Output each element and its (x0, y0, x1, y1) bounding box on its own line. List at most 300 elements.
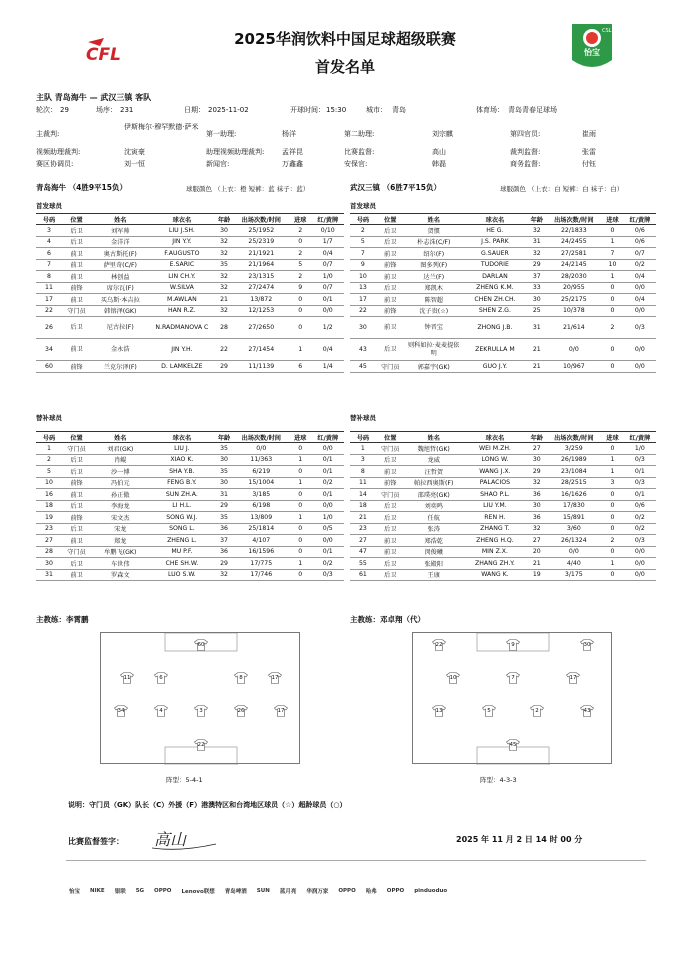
player-row (36, 339, 344, 361)
jersey-icon (580, 639, 594, 651)
player-cell: 1/0 (312, 271, 344, 283)
jersey-number: 9 (511, 641, 515, 648)
player-cell: 前卫 (376, 535, 405, 547)
player-cell: 1 (289, 454, 312, 466)
away-subs-table-wrap (350, 431, 656, 581)
jersey-icon (234, 672, 248, 684)
player-cell: 2 (350, 225, 376, 237)
sponsor-divider (66, 860, 646, 861)
player-cell: 55 (350, 558, 376, 570)
player-row (36, 271, 344, 283)
player-cell: 10 (36, 477, 62, 489)
home-starting-label: 首发球员 (36, 202, 62, 210)
column-header: 姓名 (405, 214, 463, 225)
player-cell: 28/2515 (546, 477, 601, 489)
player-cell: 10/967 (546, 361, 601, 373)
column-header: 进球 (289, 214, 312, 225)
stadium-label: 体育场： (476, 106, 504, 114)
player-cell: 1 (601, 558, 624, 570)
player-cell: 0/1 (312, 489, 344, 501)
player-cell: SHEN Z.G. (463, 305, 527, 317)
player-cell: 25 (527, 305, 546, 317)
player-cell: 前锋 (376, 477, 405, 489)
official-name: 崔雨 (582, 130, 596, 138)
player-cell: 18 (36, 500, 62, 512)
player-row (36, 558, 344, 570)
cfl-logo-text: CFL (86, 45, 121, 64)
player-cell: 30 (527, 454, 546, 466)
player-cell: 兰克尔泽(F) (91, 361, 149, 373)
column-header: 球衣名 (463, 432, 527, 443)
official-name: 张雷 (582, 148, 596, 156)
player-cell: 12/1253 (234, 305, 289, 317)
player-cell: 沈子贵(☆) (405, 305, 463, 317)
player-cell: 0 (601, 305, 624, 317)
player-row (350, 523, 656, 535)
sponsor-logo: pinduoduo (414, 887, 448, 894)
player-cell: SHA Y.B. (149, 466, 214, 478)
supervisor-label: 比赛监督签字： (68, 837, 124, 846)
player-cell: N.RADMANOVA C (149, 317, 214, 339)
player-cell: 5 (36, 466, 62, 478)
player-cell: 1 (601, 454, 624, 466)
player-cell: 11/1139 (234, 361, 289, 373)
player-cell: J.S. PARK (463, 236, 527, 248)
player-row (350, 339, 656, 361)
player-cell: ZHANG ZH.Y. (463, 558, 527, 570)
player-cell: 25/1814 (234, 523, 289, 535)
player-cell: 0/0 (234, 443, 289, 455)
player-cell: 7 (350, 248, 376, 260)
sponsor-logo: 蓝月亮 (279, 888, 297, 895)
player-cell: 0/4 (624, 294, 656, 306)
player-cell: 刘君(GK) (91, 443, 149, 455)
player-cell: 前卫 (62, 535, 91, 547)
officials-row (36, 122, 656, 146)
signature-text: 高山 (154, 830, 187, 849)
player-cell: 1 (289, 512, 312, 524)
player-cell: 4 (36, 236, 62, 248)
player-cell: 王康 (405, 569, 463, 581)
sign-time: 2025 年 11 月 2 日 14 时 00 分 (456, 835, 583, 844)
player-cell: 0 (601, 225, 624, 237)
column-header: 姓名 (405, 432, 463, 443)
column-header: 出场次数/时间 (234, 432, 289, 443)
player-cell: 28 (36, 546, 62, 558)
player-cell: 后卫 (62, 225, 91, 237)
date-value: 2025-11-02 (208, 106, 249, 114)
player-cell: 18 (350, 500, 376, 512)
player-cell: 25/2319 (234, 236, 289, 248)
player-cell: 37 (214, 535, 233, 547)
jersey-number: 34 (117, 707, 125, 714)
player-cell: JIN Y.H. (149, 339, 214, 361)
player-cell: FENG B.Y. (149, 477, 214, 489)
player-cell: 0 (289, 523, 312, 535)
player-cell: 绍尔(F) (405, 248, 463, 260)
official-role: 安保官: (344, 160, 368, 168)
stadium-value: 青岛青春足球场 (508, 106, 557, 114)
sponsor-logo: 青岛啤酒 (224, 888, 247, 895)
player-cell: 6 (289, 361, 312, 373)
player-cell: JIN Y.Y. (149, 236, 214, 248)
player-cell: 0/3 (624, 454, 656, 466)
column-header: 号码 (36, 214, 62, 225)
player-cell: LI H.L. (149, 500, 214, 512)
player-row (36, 282, 344, 294)
column-header: 号码 (350, 432, 376, 443)
away-starting-label: 首发球员 (350, 202, 376, 210)
player-cell: 45 (350, 361, 376, 373)
player-cell: 21 (350, 512, 376, 524)
player-cell: 牟鹏飞(GK) (91, 546, 149, 558)
player-row (350, 317, 656, 339)
player-cell: 21/614 (546, 317, 601, 339)
player-cell: 30 (527, 294, 546, 306)
jersey-number: 7 (511, 674, 515, 681)
player-row (36, 546, 344, 558)
player-cell: 魏旭哲(GK) (405, 443, 463, 455)
player-cell: 32 (527, 248, 546, 260)
player-cell: 前锋 (62, 361, 91, 373)
player-cell: 1 (36, 443, 62, 455)
sponsor-logo: SUN (256, 887, 270, 894)
home-coach-label: 主教练： (36, 615, 66, 624)
officials-row (36, 146, 656, 158)
away-coach (350, 614, 425, 625)
player-cell: 守门员 (376, 489, 405, 501)
official-role: 商务监督: (510, 160, 541, 168)
player-cell: 前卫 (376, 294, 405, 306)
player-cell: 汪哲贺 (405, 466, 463, 478)
player-cell: 8 (350, 466, 376, 478)
officials (36, 122, 656, 172)
column-header: 年龄 (214, 214, 233, 225)
player-cell: 后卫 (376, 339, 405, 361)
player-cell: 前卫 (62, 271, 91, 283)
player-cell: 35 (214, 466, 233, 478)
jersey-icon (114, 705, 128, 717)
player-row (350, 305, 656, 317)
jersey-icon (506, 639, 520, 651)
player-cell: 23 (350, 523, 376, 535)
player-cell: 0 (601, 339, 624, 361)
player-cell: 17 (350, 294, 376, 306)
player-row (350, 361, 656, 373)
player-cell: 0 (601, 500, 624, 512)
player-cell: 27 (36, 535, 62, 547)
player-row (36, 569, 344, 581)
player-cell: 0 (601, 443, 624, 455)
player-cell: 后卫 (62, 236, 91, 248)
player-cell: 21 (527, 361, 546, 373)
player-cell: 守门员 (376, 361, 405, 373)
player-cell: W.SILVA (149, 282, 214, 294)
player-cell: ZEKRULLA M (463, 339, 527, 361)
player-row (36, 535, 344, 547)
player-cell: 0/4 (312, 248, 344, 260)
jersey-icon (482, 705, 496, 717)
player-cell: 0/1 (624, 489, 656, 501)
player-cell: 3 (350, 454, 376, 466)
player-cell: 6/198 (234, 500, 289, 512)
player-row (350, 500, 656, 512)
player-cell: 22/1833 (546, 225, 601, 237)
player-cell: 1 (350, 443, 376, 455)
player-cell: 0 (289, 305, 312, 317)
player-cell: 2 (289, 225, 312, 237)
column-header: 年龄 (214, 432, 233, 443)
player-row (36, 248, 344, 260)
player-cell: 32 (214, 569, 233, 581)
player-cell: E.SARIC (149, 259, 214, 271)
player-cell: 2 (36, 454, 62, 466)
player-cell: 刘军帅 (91, 225, 149, 237)
home-starting-table-wrap (36, 213, 344, 373)
player-cell: 韩镕泽(GK) (91, 305, 149, 317)
column-header: 位置 (376, 432, 405, 443)
player-cell: LIU J. (149, 443, 214, 455)
column-header: 号码 (36, 432, 62, 443)
jersey-number: 17 (277, 707, 285, 714)
venue-no-value: 231 (120, 106, 134, 114)
column-header: 位置 (62, 432, 91, 443)
home-formation-label: 阵型：5-4-1 (166, 776, 203, 784)
player-cell: 0/0 (624, 361, 656, 373)
jersey-number: 11 (123, 674, 131, 681)
player-cell: 0/0 (624, 282, 656, 294)
player-cell: LIN CH.Y. (149, 271, 214, 283)
player-cell: 16 (36, 489, 62, 501)
player-cell: 21 (214, 294, 233, 306)
player-cell: 27 (527, 443, 546, 455)
player-cell: 23/1084 (546, 466, 601, 478)
player-cell: 守门员 (62, 546, 91, 558)
player-cell: 宋龙 (91, 523, 149, 535)
player-cell: 后卫 (376, 454, 405, 466)
player-cell: 0/4 (624, 271, 656, 283)
player-cell: 3/259 (546, 443, 601, 455)
player-row (36, 259, 344, 271)
player-cell: 35 (214, 443, 233, 455)
player-cell: 0 (601, 282, 624, 294)
player-cell: 36 (527, 512, 546, 524)
player-cell: 0 (289, 317, 312, 339)
player-row (36, 443, 344, 455)
player-cell: 8 (36, 271, 62, 283)
official-role: 第二助理: (344, 130, 375, 138)
player-cell: 2 (289, 271, 312, 283)
player-cell: 帕拉西奥斯(F) (405, 477, 463, 489)
away-coach-name: 邓卓翔（代） (380, 615, 425, 624)
away-formation-pitch (412, 632, 612, 764)
official-role: 裁判监督: (510, 148, 541, 156)
player-cell: 前卫 (62, 259, 91, 271)
player-cell: 2 (289, 248, 312, 260)
player-cell: SONG W.J. (149, 512, 214, 524)
player-cell: 守门员 (62, 443, 91, 455)
official-name: 刘宗麒 (432, 130, 453, 138)
column-header: 球衣名 (149, 214, 214, 225)
official-name: 刘一恒 (124, 160, 145, 168)
player-cell: TUDORIE (463, 259, 527, 271)
player-cell: 43 (350, 339, 376, 361)
player-cell: 陈智超 (405, 294, 463, 306)
player-cell: 张殿阳 (405, 558, 463, 570)
player-row (350, 535, 656, 547)
player-cell: 6 (36, 248, 62, 260)
player-row (36, 236, 344, 248)
player-cell: 前锋 (62, 477, 91, 489)
column-header: 姓名 (91, 432, 149, 443)
jersey-number: 4 (159, 707, 163, 714)
supervisor-signature (150, 826, 220, 852)
player-cell: 0/1 (312, 294, 344, 306)
away-starting-table-wrap (350, 213, 656, 373)
column-header: 进球 (601, 214, 624, 225)
kickoff-label: 开球时间： (290, 106, 325, 114)
player-cell: 13/872 (234, 294, 289, 306)
player-cell: 7 (601, 248, 624, 260)
column-header: 出场次数/时间 (546, 214, 601, 225)
player-cell: 17/775 (234, 558, 289, 570)
away-formation-label: 阵型：4-3-3 (480, 776, 517, 784)
player-cell: WANG J.X. (463, 466, 527, 478)
player-cell: 奥古斯托(F) (91, 248, 149, 260)
home-subs-label: 替补球员 (36, 414, 62, 422)
player-cell: 32 (527, 477, 546, 489)
player-cell: 37 (527, 271, 546, 283)
home-team-title: 青岛海牛 （4胜9平15负） (36, 183, 127, 192)
jersey-icon (530, 705, 544, 717)
player-row (350, 443, 656, 455)
player-cell: LIU Y.M. (463, 500, 527, 512)
player-cell: 0/7 (312, 259, 344, 271)
player-cell: 10 (601, 259, 624, 271)
official-role: 比赛监督: (344, 148, 375, 156)
player-cell: 30 (36, 558, 62, 570)
player-cell: 19 (36, 512, 62, 524)
home-subs-table (36, 431, 344, 581)
player-cell: 李海龙 (91, 500, 149, 512)
player-cell: 5 (289, 259, 312, 271)
jersey-number: 17 (569, 674, 577, 681)
official-name: 高山 (432, 148, 446, 156)
player-cell: 5 (350, 236, 376, 248)
player-cell: 31 (527, 236, 546, 248)
officials-row (36, 158, 656, 170)
player-cell: 1 (289, 339, 312, 361)
player-cell: 郑浩乾 (405, 535, 463, 547)
player-cell: 刘奕鸣 (405, 500, 463, 512)
player-cell: 20 (527, 546, 546, 558)
player-cell: 1 (289, 477, 312, 489)
player-cell: 林创益 (91, 271, 149, 283)
player-cell: SHAO P.L. (463, 489, 527, 501)
jersey-icon (506, 672, 520, 684)
player-cell: HAN R.Z. (149, 305, 214, 317)
jersey-icon (234, 705, 248, 717)
player-row (36, 454, 344, 466)
player-cell: 前锋 (376, 259, 405, 271)
jersey-number: 45 (509, 742, 517, 749)
player-cell: 前锋 (62, 282, 91, 294)
player-cell: 20/955 (546, 282, 601, 294)
sponsor-logo: 银联 (114, 888, 126, 895)
kickoff-value: 15:30 (326, 106, 347, 114)
player-cell: 前卫 (376, 317, 405, 339)
player-cell: F.AUGUSTO (149, 248, 214, 260)
player-cell: 后卫 (62, 523, 91, 535)
player-row (350, 282, 656, 294)
player-cell: ZHANG T. (463, 523, 527, 535)
column-header: 出场次数/时间 (546, 432, 601, 443)
jersey-icon (194, 639, 208, 651)
official-role: 主裁判: (36, 130, 60, 138)
player-row (350, 489, 656, 501)
player-cell: SUN ZH.A. (149, 489, 214, 501)
player-cell: 2 (601, 317, 624, 339)
player-cell: 钟晋宝 (405, 317, 463, 339)
player-cell: 1 (289, 558, 312, 570)
jersey-icon (432, 705, 446, 717)
player-row (350, 569, 656, 581)
player-cell: 0 (601, 569, 624, 581)
jersey-number: 22 (435, 641, 443, 648)
player-row (350, 454, 656, 466)
player-cell: 0/2 (312, 477, 344, 489)
jersey-number: 2 (535, 707, 539, 714)
player-cell: 0/0 (312, 535, 344, 547)
column-header: 年龄 (527, 214, 546, 225)
player-cell: 61 (350, 569, 376, 581)
player-cell: 图多列(F) (405, 259, 463, 271)
player-cell: M.AWLAN (149, 294, 214, 306)
player-cell: 0/7 (312, 282, 344, 294)
column-header: 红/黄牌 (312, 432, 344, 443)
player-cell: 后卫 (62, 558, 91, 570)
player-cell: 龙威 (405, 454, 463, 466)
official-role: 赛区协调员: (36, 160, 74, 168)
player-cell: REN H. (463, 512, 527, 524)
sponsor-logo: OPPO (338, 887, 356, 894)
player-cell: 0/0 (546, 339, 601, 361)
player-cell: 35 (214, 259, 233, 271)
player-row (36, 466, 344, 478)
jersey-number: 13 (435, 707, 443, 714)
player-cell: 前卫 (376, 546, 405, 558)
player-cell: LONG W. (463, 454, 527, 466)
player-cell: 0/2 (624, 512, 656, 524)
player-cell: 25/2175 (546, 294, 601, 306)
player-cell: 30 (214, 477, 233, 489)
player-cell: 0 (601, 546, 624, 558)
player-row (350, 477, 656, 489)
city-value: 青岛 (392, 106, 406, 114)
player-cell: 9 (350, 259, 376, 271)
player-cell: 0/0 (624, 305, 656, 317)
player-cell: 3/185 (234, 489, 289, 501)
home-kit-colors: 球服颜色 （上衣：橙 短裤：蓝 袜子：蓝） (186, 185, 310, 193)
player-cell: 0/1 (312, 466, 344, 478)
player-cell: 3/175 (546, 569, 601, 581)
jersey-number: 60 (197, 641, 205, 648)
player-cell: 前卫 (62, 248, 91, 260)
jersey-icon (154, 705, 168, 717)
jersey-icon (446, 672, 460, 684)
player-cell: 29 (214, 500, 233, 512)
player-cell: 47 (350, 546, 376, 558)
